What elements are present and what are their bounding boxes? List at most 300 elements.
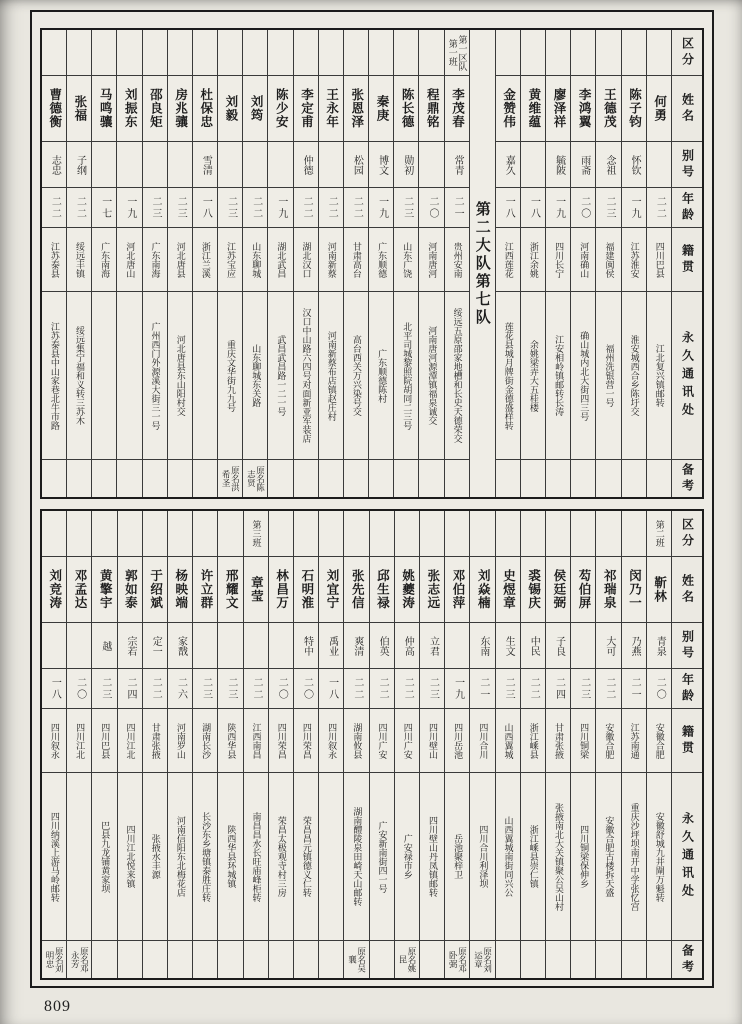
person-remarks: 原名邓卧弼 <box>448 946 468 973</box>
person-column <box>42 511 66 978</box>
person-address: 荣昌昌元镇德义仁转 <box>294 773 318 941</box>
person-alias: 松园 <box>344 142 368 188</box>
person-alias <box>218 623 242 669</box>
person-remarks <box>117 460 141 497</box>
person-name: 裘锡庆 <box>521 557 545 623</box>
person-age: 二三 <box>218 669 242 709</box>
person-alias: 乃燕 <box>622 623 646 669</box>
person-remarks <box>319 460 343 497</box>
person-class-marker <box>218 30 242 76</box>
person-address: 巴县九龙铺黄家坝 <box>92 773 116 941</box>
person-native-place: 四川江北 <box>67 709 91 773</box>
person-name: 刘毅 <box>218 76 242 142</box>
person-alias: 雪清 <box>193 142 217 188</box>
person-alias: 宗若 <box>118 623 142 669</box>
person-address: 江北复兴镇邮转 <box>647 292 671 460</box>
person-column <box>520 30 545 497</box>
person-class-marker <box>319 30 343 76</box>
person-remarks <box>319 941 343 978</box>
person-age: 二二 <box>143 669 167 709</box>
person-age: 二〇 <box>294 669 318 709</box>
person-column <box>570 30 595 497</box>
person-name: 程鼎铭 <box>419 76 443 142</box>
person-remarks <box>521 941 545 978</box>
person-alias: 青泉 <box>647 623 671 669</box>
person-alias <box>67 623 91 669</box>
person-address <box>117 292 141 460</box>
column-header-age: 年龄 <box>672 669 702 709</box>
person-native-place: 江西南昌 <box>244 709 268 773</box>
person-column <box>394 511 419 978</box>
person-alias <box>42 623 66 669</box>
person-native-place: 四川巴县 <box>92 709 116 773</box>
person-age: 二三 <box>218 188 242 228</box>
column-header-native-place: 籍贯 <box>672 228 702 292</box>
person-age: 二二 <box>521 669 545 709</box>
person-remarks <box>344 460 368 497</box>
person-name: 邓伯萍 <box>445 557 469 623</box>
person-native-place: 浙江嵊县 <box>521 709 545 773</box>
person-remarks <box>294 460 318 497</box>
person-native-place: 四川岳池 <box>445 709 469 773</box>
person-class-marker <box>294 511 318 557</box>
person-class-marker <box>521 30 545 76</box>
person-alias: 勋初 <box>394 142 418 188</box>
person-column <box>318 30 343 497</box>
person-name: 许立群 <box>193 557 217 623</box>
person-column <box>368 30 393 497</box>
person-name: 芶伯屏 <box>571 557 595 623</box>
person-remarks <box>268 460 292 497</box>
person-class-marker: 第二班 <box>647 511 671 557</box>
person-alias: 仲德 <box>294 142 318 188</box>
person-name: 张福 <box>67 76 91 142</box>
person-age: 二一 <box>470 669 494 709</box>
person-age: 二二 <box>647 188 671 228</box>
person-remarks <box>546 460 570 497</box>
person-name: 邵良矩 <box>143 76 167 142</box>
person-address: 四川铜梁保伸乡 <box>571 773 595 941</box>
person-alias <box>647 142 671 188</box>
column-header-name: 姓名 <box>672 557 702 623</box>
person-name: 于绍斌 <box>143 557 167 623</box>
person-class-marker <box>496 511 520 557</box>
column-header-alias: 别号 <box>672 142 702 188</box>
person-class-marker <box>370 511 394 557</box>
person-class-marker: 第三班 <box>244 511 268 557</box>
person-class-marker <box>118 511 142 557</box>
person-native-place: 山西翼城 <box>496 709 520 773</box>
page-number: 809 <box>44 998 71 1015</box>
person-column <box>293 511 318 978</box>
person-address: 四川合川利泽坝 <box>470 773 494 941</box>
person-remarks <box>370 941 394 978</box>
person-address: 湖南醴陵泉田崎天山邮转 <box>344 773 368 941</box>
person-name: 陈少安 <box>268 76 292 142</box>
person-address: 南昌昌水长旺庙峰柜转 <box>244 773 268 941</box>
person-native-place: 河南唐河 <box>419 228 443 292</box>
person-alias: 志忠 <box>42 142 66 188</box>
person-native-place: 甘肃张掖 <box>143 709 167 773</box>
person-class-marker <box>319 511 343 557</box>
person-address: 浙江嵊县崇仁镇 <box>521 773 545 941</box>
person-remarks <box>546 941 570 978</box>
person-address: 广安禄市乡 <box>395 773 419 941</box>
person-native-place: 江苏泰县 <box>42 228 66 292</box>
person-name: 廖泽祥 <box>546 76 570 142</box>
person-column <box>419 511 444 978</box>
person-remarks <box>445 460 469 497</box>
person-column <box>192 511 217 978</box>
person-class-marker <box>42 511 66 557</box>
person-remarks <box>244 941 268 978</box>
person-age: 二三 <box>394 188 418 228</box>
person-age: 二二 <box>67 188 91 228</box>
person-alias <box>445 623 469 669</box>
person-name: 曹德衡 <box>42 76 66 142</box>
person-age: 一九 <box>268 188 292 228</box>
person-class-marker <box>42 30 66 76</box>
person-address: 广东顺德陈村 <box>369 292 393 460</box>
person-native-place: 江苏南通 <box>622 709 646 773</box>
person-age: 二四 <box>546 669 570 709</box>
person-age: 二〇 <box>419 188 443 228</box>
person-address: 山西翼城南街同兴公 <box>496 773 520 941</box>
person-column <box>167 511 192 978</box>
person-native-place: 广东顺德 <box>369 228 393 292</box>
person-alias: 嘉久 <box>496 142 520 188</box>
person-name: 黄维蕴 <box>521 76 545 142</box>
person-alias: 毓陂 <box>546 142 570 188</box>
person-alias <box>168 142 192 188</box>
person-remarks <box>143 460 167 497</box>
person-name: 黄擎宇 <box>92 557 116 623</box>
person-alias <box>244 623 268 669</box>
person-remarks <box>496 460 520 497</box>
person-native-place: 四川巴县 <box>647 228 671 292</box>
person-address: 余姚梁弄大五桂楼 <box>521 292 545 460</box>
person-alias: 越 <box>92 623 116 669</box>
person-native-place: 广东南海 <box>143 228 167 292</box>
person-class-marker <box>269 511 293 557</box>
person-name: 王永年 <box>319 76 343 142</box>
person-column <box>217 30 242 497</box>
person-address: 四川纳溪上游马岭邮转 <box>42 773 66 941</box>
person-column <box>369 511 394 978</box>
person-column <box>91 30 116 497</box>
person-address: 山东聊城东关路 <box>243 292 267 460</box>
person-alias <box>243 142 267 188</box>
person-remarks <box>647 460 671 497</box>
person-remarks <box>622 941 646 978</box>
person-column <box>167 30 192 497</box>
person-alias: 立君 <box>420 623 444 669</box>
person-name: 祁瑞泉 <box>596 557 620 623</box>
person-age: 二六 <box>168 669 192 709</box>
person-remarks <box>420 941 444 978</box>
person-column <box>621 511 646 978</box>
person-age: 一七 <box>92 188 116 228</box>
person-class-marker <box>596 30 620 76</box>
header-column <box>671 511 702 978</box>
person-remarks <box>571 460 595 497</box>
person-remarks <box>193 941 217 978</box>
person-class-marker <box>294 30 318 76</box>
person-native-place: 四川叙永 <box>319 709 343 773</box>
person-class-marker <box>168 30 192 76</box>
person-age: 二二 <box>370 669 394 709</box>
column-header-name: 姓名 <box>672 76 702 142</box>
person-native-place: 山东聊城 <box>243 228 267 292</box>
person-column <box>469 511 494 978</box>
person-address: 荣昌太极观寺村三房 <box>269 773 293 941</box>
person-alias: 东南 <box>470 623 494 669</box>
person-column <box>242 30 267 497</box>
person-native-place: 四川江北 <box>118 709 142 773</box>
person-alias <box>92 142 116 188</box>
person-alias <box>193 623 217 669</box>
person-alias: 生文 <box>496 623 520 669</box>
person-name: 何勇 <box>647 76 671 142</box>
person-address: 江苏泰县中山家巷北牛市路 <box>42 292 66 460</box>
person-age: 一八 <box>193 188 217 228</box>
person-name: 林昌万 <box>269 557 293 623</box>
person-address: 河北唐县东山阳村交 <box>168 292 192 460</box>
person-address <box>67 773 91 941</box>
person-name: 杨映端 <box>168 557 192 623</box>
person-native-place: 安徽合肥 <box>596 709 620 773</box>
person-native-place: 四川叙永 <box>42 709 66 773</box>
person-alias <box>117 142 141 188</box>
person-remarks <box>118 941 142 978</box>
person-age: 一九 <box>369 188 393 228</box>
person-alias: 博文 <box>369 142 393 188</box>
person-column <box>318 511 343 978</box>
person-alias <box>521 142 545 188</box>
person-native-place: 河南确山 <box>571 228 595 292</box>
person-native-place: 四川铜梁 <box>571 709 595 773</box>
person-age: 二三 <box>496 669 520 709</box>
person-remarks <box>218 941 242 978</box>
person-class-marker <box>92 30 116 76</box>
person-age: 二〇 <box>269 669 293 709</box>
person-remarks <box>647 941 671 978</box>
person-age: 一九 <box>546 188 570 228</box>
person-native-place: 四川广安 <box>370 709 394 773</box>
person-remarks <box>419 460 443 497</box>
column-header-native-place: 籍贯 <box>672 709 702 773</box>
column-header-address: 永久通讯处 <box>672 292 702 460</box>
person-native-place: 四川合川 <box>470 709 494 773</box>
person-remarks: 原名吴襄 <box>347 946 367 973</box>
person-column <box>343 511 368 978</box>
person-class-marker <box>420 511 444 557</box>
person-column <box>646 511 671 978</box>
person-alias <box>268 142 292 188</box>
person-column <box>66 30 91 497</box>
person-age: 二二 <box>244 669 268 709</box>
person-address: 河南新蔡布店镇赵庄村 <box>319 292 343 460</box>
person-name: 杜保忠 <box>193 76 217 142</box>
person-age: 一八 <box>521 188 545 228</box>
person-age: 二四 <box>118 669 142 709</box>
person-remarks <box>622 460 646 497</box>
person-column <box>444 30 469 497</box>
person-address <box>193 292 217 460</box>
person-age: 二一 <box>445 188 469 228</box>
person-native-place: 甘肃张掖 <box>546 709 570 773</box>
person-native-place: 四川荣昌 <box>269 709 293 773</box>
person-age: 二二 <box>344 669 368 709</box>
person-age: 二〇 <box>571 188 595 228</box>
person-remarks <box>294 941 318 978</box>
person-address: 重庆文华街九九号 <box>218 292 242 460</box>
person-age: 二二 <box>42 188 66 228</box>
person-alias: 大可 <box>596 623 620 669</box>
person-alias: 中民 <box>521 623 545 669</box>
person-age: 二三 <box>596 188 620 228</box>
person-address: 莲花县城月牌街金德盛样转 <box>496 292 520 460</box>
person-native-place: 广东南海 <box>92 228 116 292</box>
column-header-remarks: 备考 <box>680 462 695 495</box>
person-class-marker <box>445 511 469 557</box>
person-name: 刘焱楠 <box>470 557 494 623</box>
person-remarks: 原名刘明忠 <box>45 946 65 973</box>
person-alias: 禹业 <box>319 623 343 669</box>
person-age: 二三 <box>143 188 167 228</box>
person-age: 二三 <box>168 188 192 228</box>
person-alias: 怀钦 <box>622 142 646 188</box>
person-class-marker <box>268 30 292 76</box>
person-class-marker: 第一区队第一班 <box>445 30 469 76</box>
person-class-marker <box>344 30 368 76</box>
person-address: 陕西华县环城镇 <box>218 773 242 941</box>
person-native-place: 贵州安南 <box>445 228 469 292</box>
person-age: 二二 <box>344 188 368 228</box>
person-column <box>91 511 116 978</box>
person-class-marker <box>571 511 595 557</box>
column-header-district: 区分 <box>672 30 702 76</box>
person-remarks: 原名刘运章 <box>473 946 493 973</box>
person-address: 重庆沙坪坝南开中学张忆宫 <box>622 773 646 941</box>
person-native-place: 江苏宝应 <box>218 228 242 292</box>
person-name: 刘筠 <box>243 76 267 142</box>
person-address: 淮安城西合乡陈圩交 <box>622 292 646 460</box>
person-age: 二三 <box>92 669 116 709</box>
person-class-marker <box>470 511 494 557</box>
person-remarks: 原名邓永芳 <box>70 946 90 973</box>
person-age: 一八 <box>496 188 520 228</box>
person-native-place: 河南罗山 <box>168 709 192 773</box>
person-native-place: 绥远丰镇 <box>67 228 91 292</box>
person-column <box>343 30 368 497</box>
person-native-place: 福建闽侯 <box>596 228 620 292</box>
person-name: 石明淮 <box>294 557 318 623</box>
person-alias: 特中 <box>294 623 318 669</box>
person-alias: 家戬 <box>168 623 192 669</box>
column-header-age: 年龄 <box>672 188 702 228</box>
person-native-place: 安徽合肥 <box>647 709 671 773</box>
person-address: 汉口中山路六四号对面新亚军装店 <box>294 292 318 460</box>
person-alias <box>319 142 343 188</box>
person-alias: 伯英 <box>370 623 394 669</box>
person-address: 河南信阳东北梅花店 <box>168 773 192 941</box>
person-remarks <box>571 941 595 978</box>
person-remarks: 原名洪希圣 <box>221 465 241 492</box>
person-class-marker <box>92 511 116 557</box>
person-name: 陈子钧 <box>622 76 646 142</box>
person-name: 邢耀文 <box>218 557 242 623</box>
person-age: 二二 <box>319 188 343 228</box>
person-name: 金赞伟 <box>496 76 520 142</box>
person-class-marker <box>143 511 167 557</box>
person-column <box>545 30 570 497</box>
person-name: 邱生禄 <box>370 557 394 623</box>
person-class-marker <box>193 511 217 557</box>
person-native-place: 江西莲花 <box>496 228 520 292</box>
person-remarks: 原名姚昆 <box>397 946 418 973</box>
person-remarks <box>92 941 116 978</box>
person-name: 靳林 <box>647 557 671 623</box>
person-column <box>192 30 217 497</box>
person-class-marker <box>344 511 368 557</box>
person-column <box>495 511 520 978</box>
roster-table-bottom <box>40 509 704 980</box>
person-class-marker <box>193 30 217 76</box>
section-divider-label: 第二大队第七队 <box>473 200 490 327</box>
person-alias: 念祖 <box>596 142 620 188</box>
person-native-place: 江苏淮安 <box>622 228 646 292</box>
person-name: 邓孟达 <box>67 557 91 623</box>
person-class-marker <box>647 30 671 76</box>
person-column <box>545 511 570 978</box>
person-native-place: 湖南长沙 <box>193 709 217 773</box>
person-alias: 常青 <box>445 142 469 188</box>
person-native-place: 湖北武昌 <box>268 228 292 292</box>
person-native-place: 陕西华县 <box>218 709 242 773</box>
person-address: 四川壁山丹凤镇邮转 <box>420 773 444 941</box>
person-column <box>418 30 443 497</box>
person-name: 李茂春 <box>445 76 469 142</box>
person-alias: 子良 <box>546 623 570 669</box>
person-age: 二三 <box>571 669 595 709</box>
person-class-marker <box>67 511 91 557</box>
person-name: 刘振东 <box>117 76 141 142</box>
person-name: 张志远 <box>420 557 444 623</box>
person-class-marker <box>571 30 595 76</box>
person-native-place: 河北唐山 <box>117 228 141 292</box>
person-column <box>142 511 167 978</box>
person-address: 安徽合肥古楼拆天盛 <box>596 773 620 941</box>
person-address: 岳池聚梓卫 <box>445 773 469 941</box>
person-name: 章莹 <box>244 557 268 623</box>
person-remarks <box>521 460 545 497</box>
person-column <box>66 511 91 978</box>
person-name: 史煜章 <box>496 557 520 623</box>
person-class-marker <box>546 511 570 557</box>
person-address: 绥远集宁福和义转三苏木 <box>67 292 91 460</box>
person-name: 刘竞涛 <box>42 557 66 623</box>
person-class-marker <box>218 511 242 557</box>
person-name: 李鸿翼 <box>571 76 595 142</box>
person-alias: 雨斋 <box>571 142 595 188</box>
person-remarks <box>67 460 91 497</box>
person-column <box>116 30 141 497</box>
person-address: 武昌武昌路一二一号 <box>268 292 292 460</box>
person-native-place: 四川壁山 <box>420 709 444 773</box>
person-column <box>595 30 620 497</box>
person-alias: 爽清 <box>344 623 368 669</box>
